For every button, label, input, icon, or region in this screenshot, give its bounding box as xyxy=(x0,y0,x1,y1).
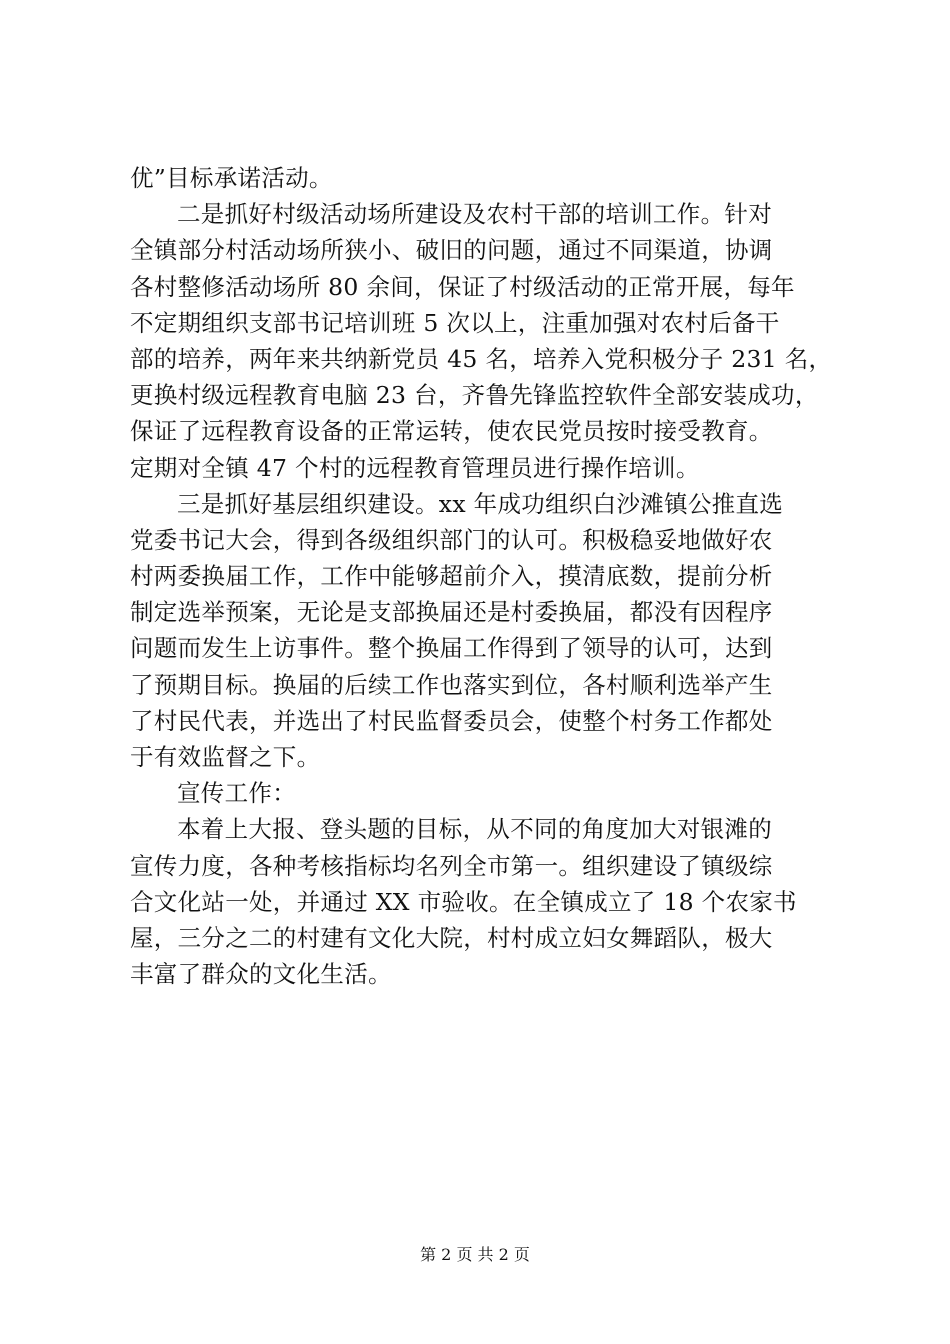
text-line: 合文化站一处，并通过 XX 市验收。在全镇成立了 18 个农家书 xyxy=(130,887,797,916)
text-line: 了预期目标。换届的后续工作也落实到位，各村顺利选举产生 xyxy=(130,670,773,699)
text-line: 制定选举预案，无论是支部换届还是村委换届，都没有因程序 xyxy=(130,598,773,627)
text-line: 不定期组织支部书记培训班 5 次以上，注重加强对农村后备干 xyxy=(130,308,780,337)
text-line: 宣传力度，各种考核指标均名列全市第一。组织建设了镇级综 xyxy=(130,851,773,880)
text-line: 保证了远程教育设备的正常运转，使农民党员按时接受教育。 xyxy=(130,417,773,446)
text-line: 党委书记大会，得到各级组织部门的认可。积极稳妥地做好农 xyxy=(130,525,773,554)
page-footer: 第 2 页 共 2 页 xyxy=(420,1245,530,1264)
text-line: 问题而发生上访事件。整个换届工作得到了领导的认可，达到 xyxy=(130,634,773,663)
text-line: 各村整修活动场所 80 余间，保证了村级活动的正常开展，每年 xyxy=(130,272,795,301)
text-line: 了村民代表，并选出了村民监督委员会，使整个村务工作都处 xyxy=(130,706,773,735)
text-line: 本着上大报、登头题的目标，从不同的角度加大对银滩的 xyxy=(177,815,772,844)
text-line: 于有效监督之下。 xyxy=(130,743,321,771)
text-line: 全镇部分村活动场所狭小、破旧的问题，通过不同渠道，协调 xyxy=(130,236,773,265)
body-text xyxy=(130,160,850,992)
text-line: 屋，三分之二的村建有文化大院，村村成立妇女舞蹈队，极大 xyxy=(130,923,773,952)
text-line: 宣传工作： xyxy=(177,779,296,808)
text-line: 丰富了群众的文化生活。 xyxy=(130,960,392,989)
text-line: 二是抓好村级活动场所建设及农村干部的培训工作。针对 xyxy=(177,200,772,229)
text-line: 三是抓好基层组织建设。xx 年成功组织白沙滩镇公推直选 xyxy=(177,489,784,518)
text-line: 优”目标承诺活动。 xyxy=(130,164,333,192)
text-line: 村两委换届工作，工作中能够超前介入，摸清底数，提前分析 xyxy=(130,562,773,591)
text-line: 定期对全镇 47 个村的远程教育管理员进行操作培训。 xyxy=(130,453,700,482)
text-line: 更换村级远程教育电脑 23 台，齐鲁先锋监控软件全部安装成功， xyxy=(130,381,819,410)
text-line: 部的培养，两年来共纳新党员 45 名，培养入党积极分子 231 名， xyxy=(130,344,833,373)
